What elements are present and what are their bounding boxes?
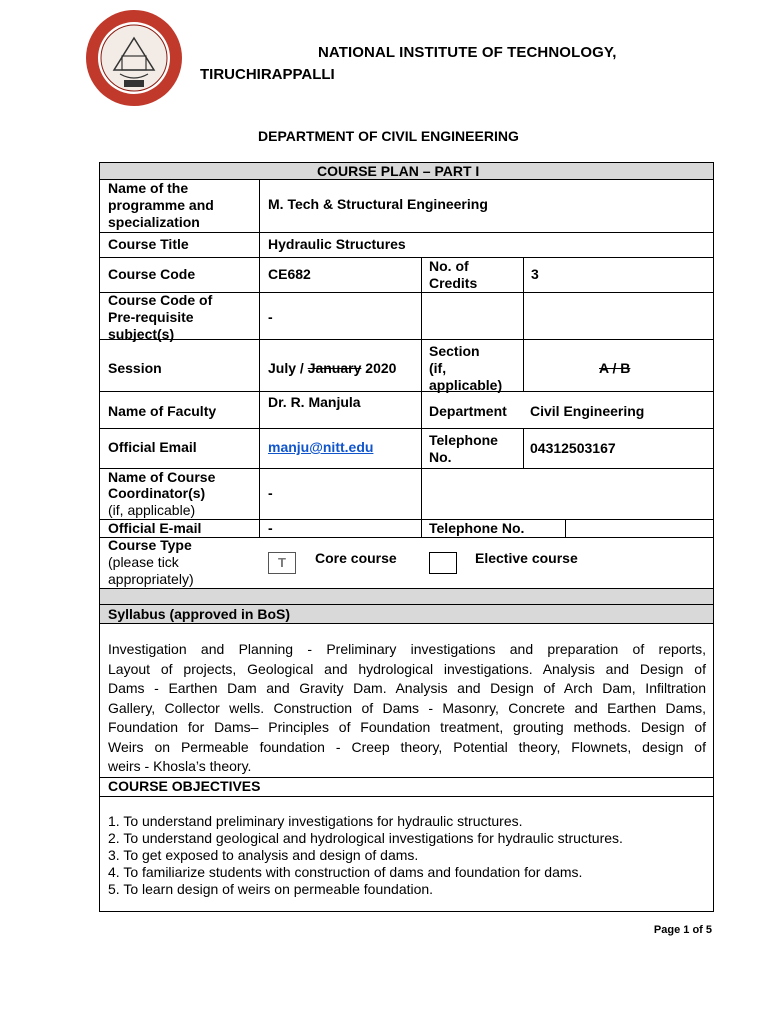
session-value-prefix: July / (268, 360, 308, 376)
prerequisite-label-3: subject(s) (108, 326, 175, 342)
course-plan-table (99, 162, 714, 912)
section-label-2: (if, (429, 360, 447, 376)
coord-email-value: - (268, 520, 273, 536)
telephone-value: 04312503167 (530, 440, 616, 456)
syllabus-heading: Syllabus (approved in BoS) (108, 606, 291, 622)
course-type-label-3: appropriately) (108, 571, 194, 587)
programme-label-1: Name of the (108, 180, 189, 196)
credits-label-1: No. of (429, 258, 469, 274)
faculty-value: Dr. R. Manjula (268, 394, 361, 410)
course-title-label: Course Title (108, 236, 189, 252)
programme-label-3: specialization (108, 214, 200, 230)
syllabus-line: Dams - Earthen Dam and Gravity Dam. Analysis and Design of Arch Dam, Infiltration (108, 680, 706, 696)
separator-band (100, 588, 713, 604)
email-link[interactable]: manju@nitt.edu (268, 439, 374, 455)
programme-label-2: programme and (108, 197, 214, 213)
coordinator-value: - (268, 485, 273, 501)
section-label-1: Section (429, 343, 480, 359)
objectives-list (108, 813, 623, 898)
section-value: A / B (599, 360, 631, 376)
coordinator-label-2: Coordinator(s) (108, 485, 206, 501)
session-value (268, 360, 396, 377)
syllabus-line: Foundation for Dams– Principles of Foundation treatment, grouting methods. Design of (108, 719, 706, 735)
syllabus-line: weirs - Khosla’s theory. (108, 758, 252, 774)
objective-item: 3. To get exposed to analysis and design of dams. (108, 847, 419, 863)
department-label: Department (429, 403, 507, 419)
course-code-label: Course Code (108, 266, 196, 282)
objectives-heading: COURSE OBJECTIVES (108, 778, 261, 794)
syllabus-line: Gallery, Collector wells. Construction of Dams - Masonry, Concrete and Earthen Dams, (108, 699, 706, 716)
course-type-label-2: (please tick (108, 554, 179, 570)
objective-item: 4. To familiarize students with construction of dams and foundation for dams. (108, 864, 583, 880)
page-number: Page 1 of 5 (653, 924, 712, 936)
prerequisite-value: - (268, 309, 273, 325)
coordinator-label-3: (if, applicable) (108, 502, 196, 518)
coord-telephone-label: Telephone No. (429, 520, 525, 536)
session-value-suffix: 2020 (361, 360, 397, 376)
elective-course-label: Elective course (475, 550, 578, 566)
prerequisite-label-2: Pre-requisite (108, 309, 194, 325)
course-code-value: CE682 (268, 266, 311, 282)
institute-name-line1: NATIONAL INSTITUTE OF TECHNOLOGY, (318, 44, 617, 61)
session-value-struck: January (307, 360, 362, 376)
course-type-label-1: Course Type (108, 537, 192, 553)
department-value: Civil Engineering (530, 403, 645, 419)
credits-label-2: Credits (429, 275, 478, 291)
coordinator-label-1: Name of Course (108, 469, 216, 485)
core-course-tick-mark: T (278, 555, 286, 570)
institute-name-line2: TIRUCHIRAPPALLI (200, 66, 335, 83)
core-course-checkbox[interactable] (268, 552, 296, 574)
objective-item: 5. To learn design of weirs on permeable foundation. (108, 881, 434, 897)
elective-course-checkbox[interactable] (429, 552, 457, 574)
syllabus-text (108, 640, 706, 777)
credits-value: 3 (531, 266, 539, 282)
telephone-label-1: Telephone (429, 432, 498, 448)
objective-item: 1. To understand preliminary investigations for hydraulic structures. (108, 813, 523, 829)
coord-email-label: Official E-mail (108, 520, 202, 536)
syllabus-line: Investigation and Planning - Preliminary investigations and preparation of reports, (108, 641, 706, 657)
syllabus-line: Layout of projects, Geological and hydrological investigations. Analysis and Design of (108, 660, 706, 677)
section-label-3: applicable) (429, 377, 503, 393)
course-plan-title: COURSE PLAN – PART I (317, 163, 480, 179)
telephone-label-2: No. (429, 449, 452, 465)
department-heading: DEPARTMENT OF CIVIL ENGINEERING (258, 128, 519, 144)
course-title-value: Hydraulic Structures (268, 236, 406, 252)
objective-item: 2. To understand geological and hydrological investigations for hydraulic structures. (108, 830, 623, 846)
syllabus-line: Weirs on Permeable foundation - Creep theory, Potential theory, Flownets, design of (108, 738, 706, 755)
prerequisite-label-1: Course Code of (108, 292, 213, 308)
email-label: Official Email (108, 439, 197, 455)
programme-value: M. Tech & Structural Engineering (268, 196, 488, 212)
core-course-label: Core course (315, 550, 397, 566)
session-label: Session (108, 360, 162, 376)
institute-logo (84, 8, 184, 108)
faculty-label: Name of Faculty (108, 403, 217, 419)
